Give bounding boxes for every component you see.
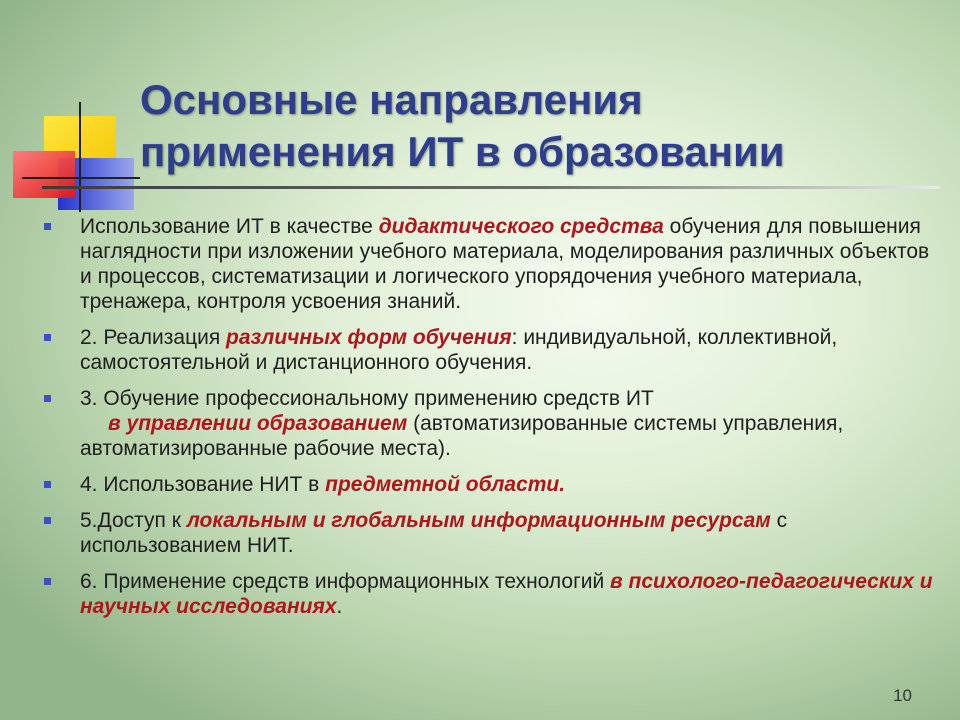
highlight-text: в управлении образованием <box>108 412 408 435</box>
bullet-icon <box>44 578 51 585</box>
list-item: Использование ИТ в качестве дидактического средства обучения для повышения наглядности при изложении учебного материала, моделирования различных объектов и процессов, систематизации и логического упорядочения учебного материала, тренажера, контроля усвоения знаний. <box>44 214 934 314</box>
list-item: 6. Применение средств информационных технологий в психолого-педагогических и научных исследованиях. <box>44 569 934 619</box>
list-item: 3. Обучение профессиональному применению средств ИТ в управлении образованием (автоматизированные системы управления, автоматизированные рабочие места). <box>44 386 934 461</box>
list-item: 4. Использование НИТ в предметной области. <box>44 472 934 497</box>
bullet-icon <box>44 517 51 524</box>
bullet-list <box>44 214 934 630</box>
highlight-text: предметной области. <box>325 473 566 496</box>
bullet-icon <box>44 334 51 341</box>
slide-title <box>140 74 920 178</box>
highlight-text: различных форм обучения <box>226 326 512 349</box>
bullet-icon <box>44 395 51 402</box>
title-line-2: применения ИТ в образовании <box>140 128 785 175</box>
bullet-icon <box>44 223 51 230</box>
title-divider <box>42 186 940 189</box>
title-line-1: Основные направления <box>140 76 643 123</box>
list-item: 2. Реализация различных форм обучения: индивидуальной, коллективной, самостоятельной и дистанционного обучения. <box>44 325 934 375</box>
list-item: 5.Доступ к локальным и глобальным информационным ресурсам с использованием НИТ. <box>44 508 934 558</box>
bullet-icon <box>44 481 51 488</box>
highlight-text: локальным и глобальным информационным ресурсам <box>186 509 771 532</box>
highlight-text: дидактического средства <box>378 215 664 238</box>
page-number: 10 <box>893 686 912 705</box>
highlight-text: в психолого-педагогических и научных исследованиях <box>80 570 933 618</box>
